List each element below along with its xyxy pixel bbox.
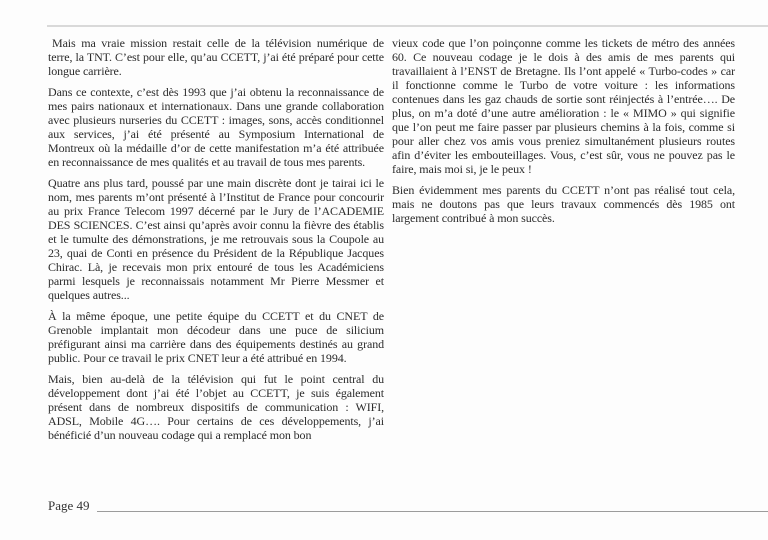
paragraph: Mais, bien au-delà de la télévision qui fut le point central du développement dont j’ai été l’objet au CCETT, je suis également présent dans de nombreux dispositifs de communication : WIFI, ADSL, Mobile 4G…. Pour certains de ces développements, j’ai bénéficié d’un nouveau codage qui a remplacé mon bon xyxy=(48,372,384,442)
footer-rule xyxy=(97,511,768,512)
right-column xyxy=(392,36,735,449)
paragraph: Quatre ans plus tard, poussé par une main discrète dont je tairai ici le nom, mes parents m’ont présenté à l’Institut de France pour concourir au prix France Telecom 1997 décerné par le Jury de l’ACADEMIE DES SCIENCES. C’est ainsi qu’après avoir connu la fièvre des établis et le tumulte des démonstrations, je me retrouvais sous la Coupole au 23, quai de Conti en présence du Président de la République Jacques Chirac. Là, je recevais mon prix entouré de tous les Académiciens parmi lesquels je reconnaissais notamment Mr Pierre Messmer et quelques autres... xyxy=(48,176,384,302)
paragraph: vieux code que l’on poinçonne comme les tickets de métro des années 60. Ce nouveau codage je le dois à des amis de mes parents qui travaillaient à l’ENST de Bretagne. Ils l’ont appelé « Turbo-codes » car il fonctionne comme le Turbo de votre voiture : les informations contenues dans les gaz chauds de sortie sont réinjectés à l’entrée…. De plus, on m’a doté d’une autre amélioration : le « MIMO » qui signifie que l’on peut me faire passer par plusieurs chemins à la fois, comme si pour aller chez vos amis vous preniez simultanément plusieurs routes afin d’éviter les embouteillages. Vous, c’est sûr, vous ne pouvez pas le faire, mais moi si, je le peux ! xyxy=(392,36,735,176)
page-number: Page 49 xyxy=(48,498,90,513)
paragraph: Bien évidemment mes parents du CCETT n’ont pas réalisé tout cela, mais ne doutons pas que leurs travaux commencés dès 1985 ont largement contribué à mon succès. xyxy=(392,183,735,225)
header-rule xyxy=(47,25,768,27)
left-column xyxy=(48,36,384,449)
paragraph: À la même époque, une petite équipe du CCETT et du CNET de Grenoble implantait mon décodeur dans une puce de silicium préfigurant ainsi ma carrière dans des équipements destinés au grand public. Pour ce travail le prix CNET leur a été attribué en 1994. xyxy=(48,309,384,365)
paragraph: Dans ce contexte, c’est dès 1993 que j’ai obtenu la reconnaissance de mes pairs nationaux et internationaux. Dans une grande collaboration avec plusieurs nurseries du CCETT : images, sons, accès conditionnel aux services, j’ai été présenté au Symposium International de Montreux où la médaille d’or de cette manifestation m’a été attribuée en reconnaissance de mes qualités et au travail de tous mes parents. xyxy=(48,85,384,169)
paragraph: Mais ma vraie mission restait celle de la télévision numérique de terre, la TNT. C’est pour elle, qu’au CCETT, j’ai été préparé pour cette longue carrière. xyxy=(48,36,384,78)
page-body xyxy=(48,36,735,449)
